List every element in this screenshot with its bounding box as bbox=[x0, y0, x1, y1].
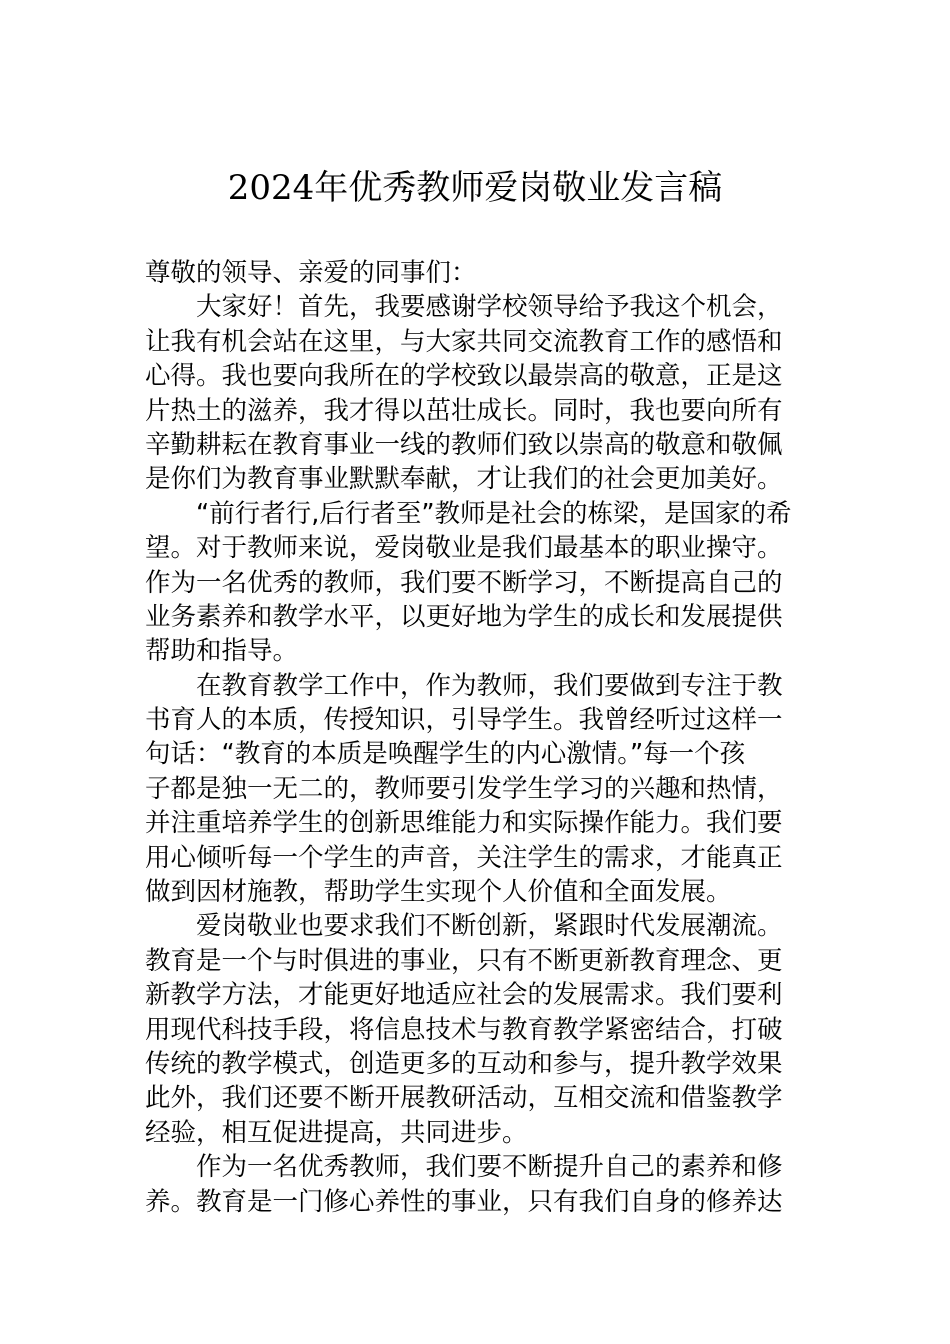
paragraph-line: 心得。我也要向我所在的学校致以最崇高的敬意，正是这 bbox=[145, 361, 783, 392]
paragraph-line: 作为一名优秀教师，我们要不断提升自己的素养和修 bbox=[196, 1152, 783, 1183]
paragraph-line: 业务素养和教学水平，以更好地为学生的成长和发展提供 bbox=[145, 601, 783, 632]
paragraph-line: 用心倾听每一个学生的声音，关注学生的需求，才能真正 bbox=[145, 842, 783, 873]
paragraph-line: 教育是一个与时俱进的事业，只有不断更新教育理念、更 bbox=[145, 945, 783, 976]
paragraph-line: 新教学方法，才能更好地适应社会的发展需求。我们要利 bbox=[145, 980, 783, 1011]
paragraph-line: 传统的教学模式，创造更多的互动和参与，提升教学效果 bbox=[145, 1048, 783, 1079]
paragraph-line: 是你们为教育事业默默奉献，才让我们的社会更加美好。 bbox=[145, 464, 783, 495]
paragraph-line: “前行者行,后行者至”教师是社会的栋梁，是国家的希 bbox=[196, 498, 792, 529]
paragraph-line: 片热土的滋养，我才得以茁壮成长。同时，我也要向所有 bbox=[145, 395, 783, 426]
paragraph-line: 并注重培养学生的创新思维能力和实际操作能力。我们要 bbox=[145, 808, 783, 839]
paragraph-line: 子都是独一无二的，教师要引发学生学习的兴趣和热情， bbox=[145, 773, 783, 804]
salutation-line: 尊敬的领导、亲爱的同事们： bbox=[145, 258, 477, 288]
paragraph-line: 书育人的本质，传授知识，引导学生。我曾经听过这样一 bbox=[145, 705, 783, 736]
paragraph-line: 做到因材施教，帮助学生实现个人价值和全面发展。 bbox=[145, 877, 732, 908]
paragraph-line: 作为一名优秀的教师，我们要不断学习，不断提高自己的 bbox=[145, 567, 783, 598]
document-title: 2024年优秀教师爱岗敬业发言稿 bbox=[227, 168, 723, 208]
paragraph-line: 爱岗敬业也要求我们不断创新，紧跟时代发展潮流。 bbox=[196, 911, 783, 942]
paragraph-line: 辛勤耕耘在教育事业一线的教师们致以崇高的敬意和敬佩 bbox=[145, 429, 783, 460]
paragraph-line: 养。教育是一门修心养性的事业，只有我们自身的修养达 bbox=[145, 1186, 783, 1217]
paragraph-line: 此外，我们还要不断开展教研活动，互相交流和借鉴教学 bbox=[145, 1083, 783, 1114]
paragraph-line: 用现代科技手段，将信息技术与教育教学紧密结合，打破 bbox=[145, 1014, 783, 1045]
paragraph-line: 大家好！首先，我要感谢学校领导给予我这个机会， bbox=[196, 292, 783, 323]
paragraph-line: 帮助和指导。 bbox=[145, 636, 299, 667]
paragraph-line: 望。对于教师来说，爱岗敬业是我们最基本的职业操守。 bbox=[145, 533, 783, 564]
paragraph-line: 经验，相互促进提高，共同进步。 bbox=[145, 1117, 528, 1148]
document-body bbox=[145, 256, 810, 1219]
paragraph-line: 让我有机会站在这里，与大家共同交流教育工作的感悟和 bbox=[145, 326, 783, 357]
paragraph-line: 句话：“教育的本质是唤醒学生的内心激情。”每一个孩 bbox=[145, 739, 746, 770]
paragraph-line: 在教育教学工作中，作为教师，我们要做到专注于教 bbox=[196, 670, 783, 701]
